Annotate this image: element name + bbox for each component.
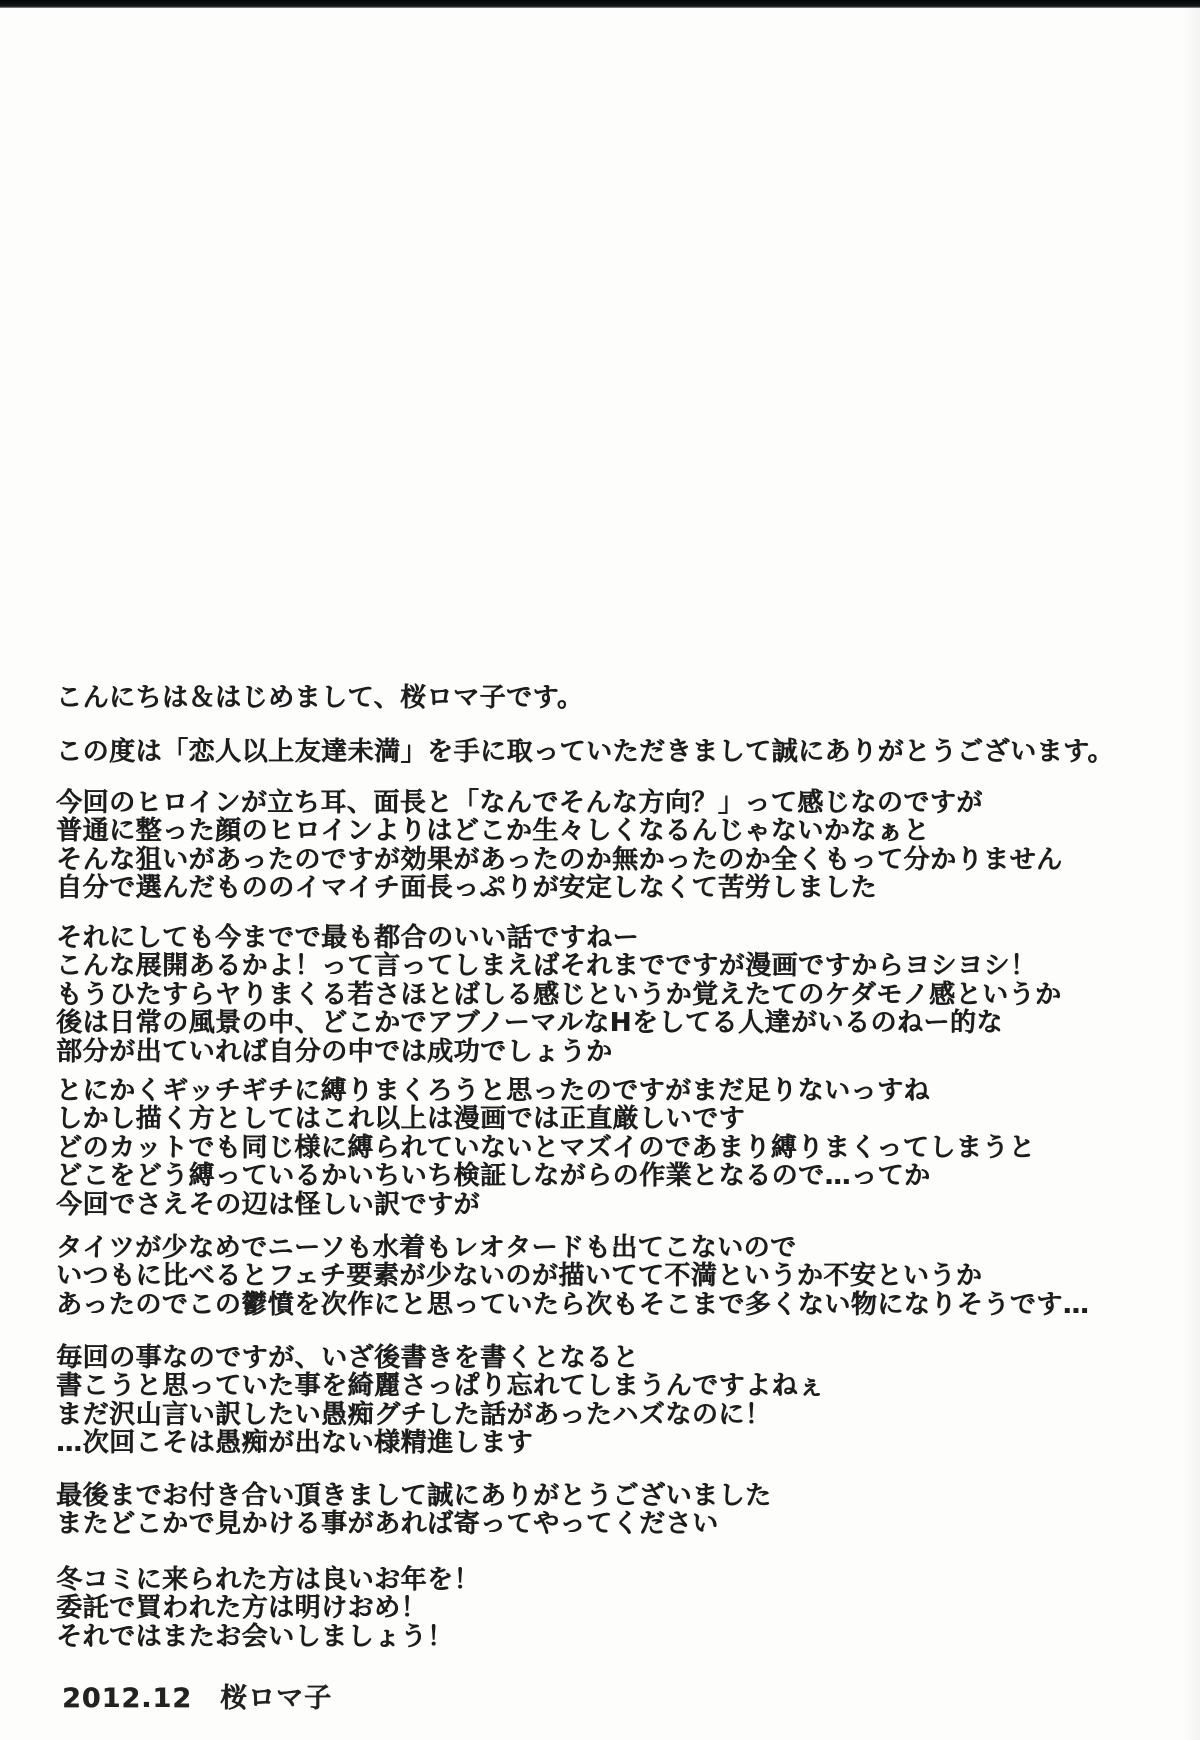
- text-line: またどこかで見かける事があれば寄ってやってください: [56, 1509, 719, 1540]
- text-line: どこをどう縛っているかいちいち検証しながらの作業となるので…ってか: [56, 1161, 931, 1192]
- text-line: 後は日常の風景の中、どこかでアブノーマルなHをしてる人達がいるのねー的な: [56, 1008, 1003, 1039]
- paragraph: [56, 1234, 1156, 1319]
- text-line: 部分が出ていれば自分の中では成功でしょうか: [56, 1036, 613, 1067]
- paragraph: [56, 738, 1156, 766]
- text-line: しかし描く方としてはこれ以上は漫画では正直厳しいです: [56, 1104, 746, 1135]
- paragraph: [56, 1077, 1156, 1219]
- paragraph: [56, 924, 1156, 1066]
- text-line: 普通に整った顔のヒロインよりはどこか生々しくなるんじゃないかなぁと: [56, 816, 930, 847]
- text-line: それにしても今までで最も都合のいい話ですねー: [56, 923, 640, 953]
- text-line: 今回でさえその辺は怪しい訳ですが: [56, 1189, 481, 1220]
- text-line: こんにちは＆はじめまして、桜ロマ子です。: [56, 683, 584, 713]
- signature-line: 2012.12 桜ロマ子: [62, 1683, 332, 1714]
- text-line: タイツが少なめでニーソも水着もレオタードも出てこないので: [56, 1233, 797, 1263]
- text-line: それではまたお会いしましょう！: [56, 1621, 454, 1652]
- text-line: あったのでこの鬱憤を次作にと思っていたら次もそこまで多くない物になりそうです…: [56, 1289, 1090, 1320]
- text-line: 冬コミに来られた方は良いお年を！: [56, 1565, 481, 1595]
- paragraph: [56, 1344, 1156, 1458]
- text-line: 最後までお付き合い頂きまして誠にありがとうございました: [56, 1481, 772, 1511]
- paragraph: [56, 1566, 1156, 1651]
- text-line: この度は「恋人以上友達未満」を手に取っていただきまして誠にありがとうございます。: [56, 737, 1114, 767]
- paragraph: [56, 1482, 1156, 1539]
- text-line: まだ沢山言い訳したい愚痴グチした話があったハズなのに！: [56, 1399, 772, 1430]
- paragraph: [56, 789, 1156, 903]
- text-line: 今回のヒロインが立ち耳、面長と「なんでそんな方向？」って感じなのですが: [56, 788, 983, 818]
- text-line: そんな狙いがあったのですが効果があったのか無かったのか全くもって分かりません: [56, 844, 1063, 875]
- text-line: とにかくギッチギチに縛りまくろうと思ったのですがまだ足りないっすね: [56, 1076, 930, 1106]
- text-line: …次回こそは愚痴が出ない様精進します: [56, 1428, 534, 1459]
- text-line: 書こうと思っていた事を綺麗さっぱり忘れてしまうんですよねぇ: [56, 1371, 825, 1402]
- text-line: どのカットでも同じ様に縛られていないとマズイのであまり縛りまくってしまうと: [56, 1132, 1036, 1163]
- text-line: もうひたすらヤりまくる若さほとばしる感じというか覚えたてのケダモノ感というか: [56, 979, 1062, 1010]
- text-line: こんな展開あるかよ！って言ってしまえばそれまでですが漫画ですからヨシヨシ！: [56, 951, 1037, 982]
- text-line: いつもに比べるとフェチ要素が少ないのが描いてて不満というか不安というか: [56, 1261, 983, 1292]
- text-line: 自分で選んだもののイマイチ面長っぷりが安定しなくて苦労しました: [56, 873, 877, 904]
- text-line: 毎回の事なのですが、いざ後書きを書くとなると: [56, 1343, 640, 1373]
- text-line: 委託で買われた方は明けおめ！: [56, 1593, 428, 1624]
- paragraph: [56, 684, 1156, 712]
